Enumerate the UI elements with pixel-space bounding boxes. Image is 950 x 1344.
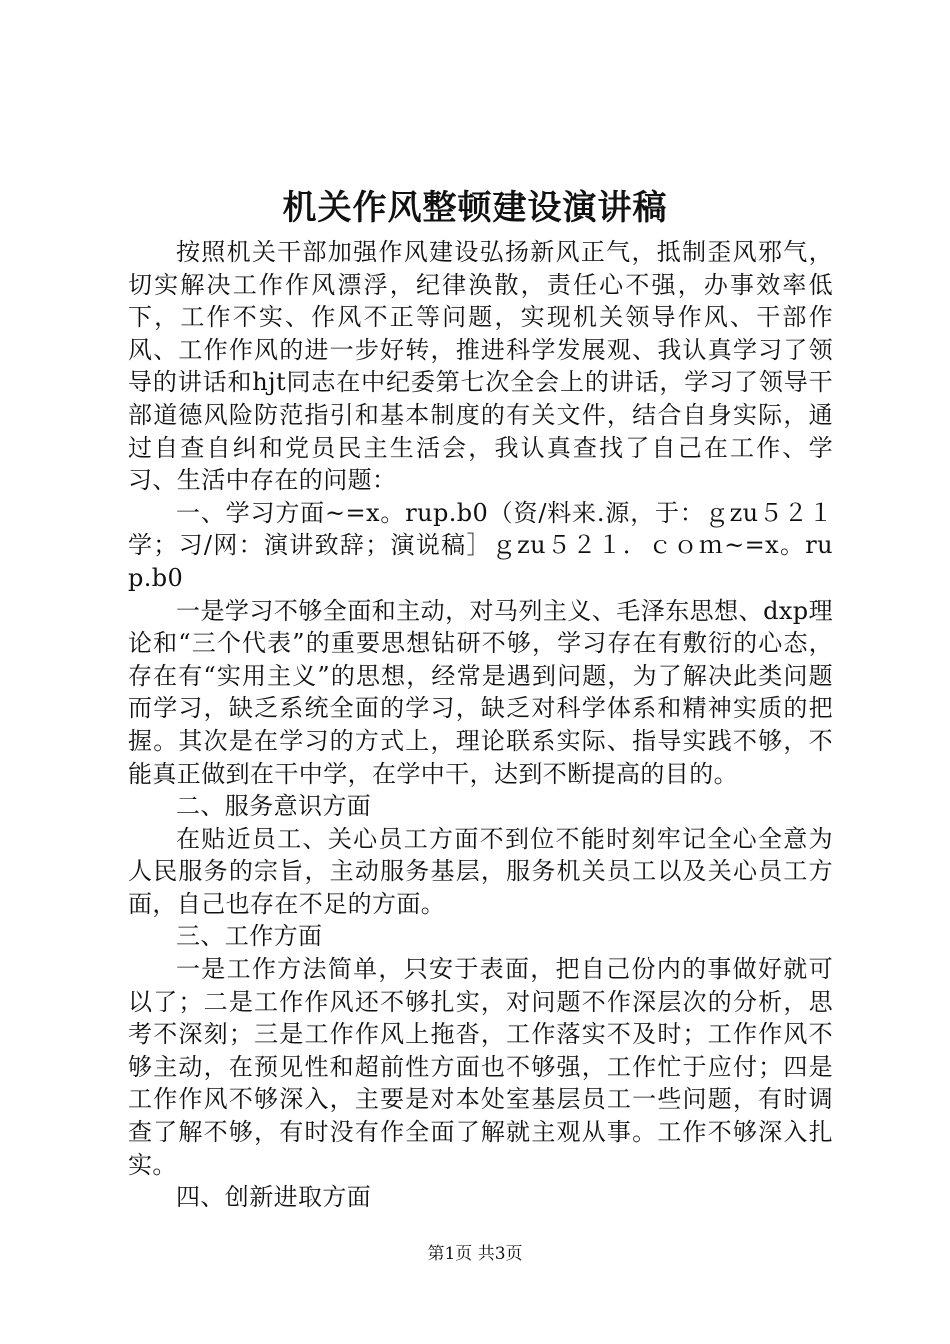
document-title: 机关作风整顿建设演讲稿 xyxy=(282,188,668,228)
page-footer: 第1页 共3页 xyxy=(427,1244,523,1264)
document-body xyxy=(128,236,833,1214)
paragraph-section-1-heading: 一、学习方面~=x。rup.b0（资/料来.源，于：ｇzu５２１学；习/网：演讲致辞；演说稿］ｇzu５２１．ｃｏｍ~=x。rup.b0 xyxy=(128,498,833,592)
paragraph-work: 一是工作方法简单，只安于表面，把自己份内的事做好就可以了；二是工作作风还不够扎实，对问题不作深层次的分析，思考不深刻；三是工作作风上拖沓，工作落实不及时；工作作风不够主动，在预见性和超前性方面也不够强，工作忙于应付；四是工作作风不够深入，主要是对本处室基层员工一些问题，有时调查了解不够，有时没有作全面了解就主观从事。工作不够深入扎实。 xyxy=(128,955,833,1179)
paragraph-section-2-heading: 二、服务意识方面 xyxy=(176,792,372,821)
paragraph-section-3-heading: 三、工作方面 xyxy=(176,922,323,951)
paragraph-section-4-heading: 四、创新进取方面 xyxy=(176,1183,372,1212)
paragraph-study: 一是学习不够全面和主动，对马列主义、毛泽东思想、dxp理论和“三个代表”的重要思想钻研不够，学习存在有敷衍的心态，存在有“实用主义”的思想，经常是遇到问题，为了解决此类问题而学习，缺乏系统全面的学习，缺乏对科学体系和精神实质的把握。其次是在学习的方式上，理论联系实际、指导实践不够，不能真正做到在干中学，在学中干，达到不断提高的目的。 xyxy=(128,596,833,788)
paragraph-intro: 按照机关干部加强作风建设弘扬新风正气，抵制歪风邪气，切实解决工作作风漂浮，纪律涣散，责任心不强，办事效率低下，工作不实、作风不正等问题，实现机关领导作风、干部作风、工作作风的进一步好转，推进科学发展观、我认真学习了领导的讲话和hjt同志在中纪委第七次全会上的讲话，学习了领导干部道德风险防范指引和基本制度的有关文件，结合自身实际，通过自查自纠和党员民主生活会，我认真查找了自己在工作、学习、生活中存在的问题： xyxy=(128,238,833,495)
paragraph-service: 在贴近员工、关心员工方面不到位不能时刻牢记全心全意为人民服务的宗旨，主动服务基层，服务机关员工以及关心员工方面，自己也存在不足的方面。 xyxy=(128,824,833,918)
